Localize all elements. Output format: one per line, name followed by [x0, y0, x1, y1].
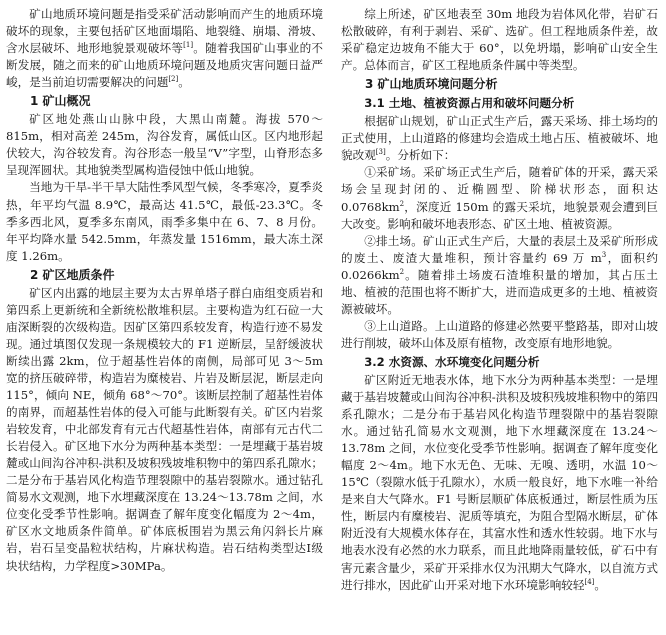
paragraph-climate: 当地为干旱-半干旱大陆性季风型气候，冬季寒冷，夏季炎热，年平均气温 8.9℃，最高达 41.5℃，最低-23.3℃。冬季多西北风，夏季多东南风，雨季多集中在 6、7、8 月份。年平均降水量 542.5mm，年蒸发量 1516mm，最大冻土深度 1.26m。	[6, 180, 323, 263]
paragraph-water: 矿区附近无地表水体，地下水分为两种基本类型：一是埋藏于基岩坡麓或山间沟谷冲积-洪积及坡积残坡堆积物中的第四系孔隙水；二是分布于基岩风化构造节理裂隙中的基岩裂隙水。通过钻孔简易水文观测，地下水埋藏深度在 13.24～13.78m 之间，水位变化受季节性影响。据调查了解年度变化幅度 2～4m。地下水无色、无味、无嗅、透明，水温 10～15℃（裂隙水低于孔隙水），水质一般良好，地下水唯一补给是来自大气降水。F1 号断层顺矿体底板通过，断层性质为压性，断层内有糜棱岩、泥质等填充，为阻合型隔水断层，矿体附近没有大规模水体存在，其富水性和透水性较弱。地下水与地表水没有必然的水力联系，而且此地降雨量较低，矿石中有害元素含量少，采矿开采排水仅为汛期大气降水，以自流方式进行排水，因此矿山开采对地下水环境影响较轻[4]。	[341, 372, 658, 592]
citation: [1]	[183, 41, 194, 50]
subsection-heading-3-2: 3.2 水资源、水环境变化问题分析	[364, 354, 540, 369]
citation: [3]	[375, 148, 386, 157]
paragraph-terrain: 矿区地处燕山山脉中段，大黑山南麓。海拔 570～815m，相对高差 245m，沟谷发育，属低山区。区内地形起伏较大，沟谷较发育。沟谷形态一般呈“V”字型，山脊形态多呈现浑圆状。其地貌类型属构造侵蚀中低山地貌。	[6, 112, 323, 178]
section-heading-3: 3 矿山地质环境问题分析	[365, 77, 498, 92]
paragraph-geology: 矿区内出露的地层主要为太古界单塔子群白庙组变质岩和第四系上更新统和全新统松散堆积层。主要构造为红石砬一大庙深断裂的次级构造。因矿区第四系较发育，构造行迹不易发现。通过填图仅发现一条规模较大的 F1 逆断层，呈舒缓波状断续出露 2km，位于超基性岩体的南侧，局部可见 3～5m 宽的挤压破碎带，构造岩为糜棱岩、片岩及断层泥，断层走向 115°，倾向 NE，倾角 68°～70°。该断层控制了超基性岩体的南界，而超基性岩体的侵入可能与此断裂有关。矿区内岩浆岩较发育，中北部发育有元古代超基性岩体，南部有元古代二长岩侵入。矿区地下水分为两种基本类型：一是埋藏于基岩坡麓或山间沟谷冲积-洪积及坡积残坡堆积物中的第四系孔隙水；二是分布于基岩风化构造节理裂隙中的基岩裂隙水。通过钻孔简易水文观测，地下水埋藏深度在 13.24～13.78m 之间，水位变化受季节性影响。据调查了解年度变化幅度为 2～4m，矿区水文地质条件简单。矿体底板围岩为黑云角闪斜长片麻岩，岩石呈变晶粒状结构，片麻状构造。岩石结构类型达Ⅰ级块状结构，力学程度>30MPa。	[6, 285, 323, 573]
intro-paragraph: 矿山地质环境问题是指受采矿活动影响而产生的地质环境破坏的现象，主要包括矿区地面塌陷、地裂缝、崩塌、滑坡、含水层破坏、地形地貌景观破坏等[1]。随着我国矿山事业的不断发展，随之而来的矿山地质环境问题及地质灾害问题日益严峻，是当前迫切需要解决的问题[2]。	[6, 7, 323, 90]
section-heading-1: 1 矿山概况	[30, 94, 91, 109]
paragraph-road: ③上山道路。上山道路的修建必然要平整路基，即对山坡进行削坡，破坏山体及原有植物，改变原有地形地貌。	[341, 318, 658, 350]
subsection-heading-3-1: 3.1 土地、植被资源占用和破坏问题分析	[364, 96, 575, 111]
section-heading-2: 2 矿区地质条件	[30, 267, 115, 282]
paragraph-summary: 综上所述，矿区地表至 30m 地段为岩体风化带，岩矿石松散破碎，有利于剥岩、采矿、选矿。但工程地质条件差，故采矿稳定边坡角不能大于 60°，以免坍塌，影响矿山安全生产。总体而言，矿区工程地质条件属中等类型。	[341, 7, 658, 73]
left-column	[6, 6, 323, 575]
citation: [2]	[168, 75, 179, 84]
paragraph-waste-dump: ②排土场。矿山正式生产后，大量的表层土及采矿所形成的废土、废渣大量堆积，预计容量约 69 万 $m^3$，面积约 $0.0266km^2$。随着排土场废石渣堆积量的增加，其占压土地、植被的范围也将不断扩大，进而造成更多的土地、植被资源被破坏。	[341, 233, 658, 316]
right-column	[341, 6, 658, 594]
paragraph-land-intro: 根据矿山规划，矿山正式生产后，露天采场、排土场均的正式使用，上山道路的修建均会造成土地占压、植被破坏、地貌改观[3]。分析如下：	[341, 114, 658, 163]
citation: [4]	[584, 577, 595, 586]
paragraph-mining-pit: ①采矿场。采矿场正式生产后，随着矿体的开采，露天采场会呈现封闭的、近椭圆型、阶梯状形态，面积达 $0.0768km^2$，深度近 150m 的露天采坑，地貌景观会遭到巨大改变。影响和破坏地表形态、矿区土地、植被资源。	[341, 165, 658, 231]
